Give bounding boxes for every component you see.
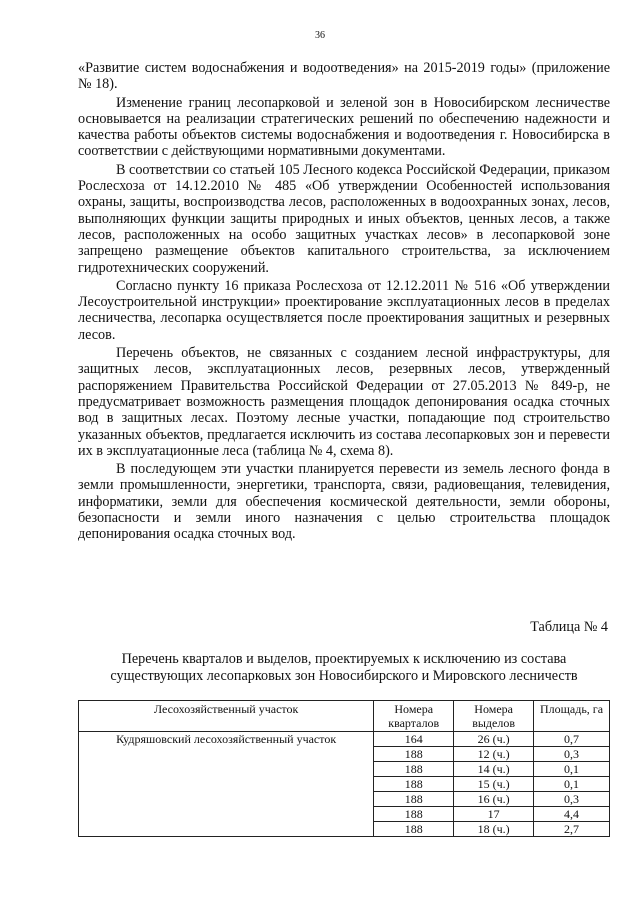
- body-text: [78, 60, 610, 545]
- cell-area: 0,1: [534, 777, 610, 792]
- table-number: Таблица № 4: [530, 619, 608, 635]
- paragraph: В соответствии со статьей 105 Лесного кодекса Российской Федерации, приказом Рослесхоза от 14.12.2010 № 485 «Об утверждении Особенностей использования охраны, защиты, воспроизводства лесов, расположенных в водоохранных зонах, лесов, выполняющих функции защиты природных и иных объектов, ценных лесов, а также лесов, расположенных на особо защитных участках лесов» в лесопарковой зоне запрещено размещение объектов капитального строительства, за исключением гидротехнических сооружений.: [78, 161, 610, 276]
- table-header-row: [79, 701, 610, 732]
- cell-site-empty: [79, 747, 374, 762]
- table-caption-line-1: Перечень кварталов и выделов, проектируемых к исключению из состава: [121, 651, 567, 667]
- header-site: Лесохозяйственный участок: [79, 701, 374, 732]
- cell-quarter: 188: [374, 822, 454, 837]
- table-row: [79, 732, 610, 747]
- header-quarters: Номера кварталов: [374, 701, 454, 732]
- cell-site-empty: [79, 807, 374, 822]
- cell-site-empty: [79, 777, 374, 792]
- cell-quarter: 188: [374, 777, 454, 792]
- table-row: [79, 762, 610, 777]
- table-body: [79, 732, 610, 837]
- cell-site: Кудряшовский лесохозяйственный участок: [79, 732, 374, 747]
- table-caption-line-2: существующих лесопарковых зон Новосибирского и Мировского лесничеств: [110, 668, 578, 684]
- page-number: 36: [315, 30, 325, 41]
- paragraph: «Развитие систем водоснабжения и водоотведения» на 2015-2019 годы» (приложение № 18).: [78, 60, 610, 93]
- cell-area: 0,1: [534, 762, 610, 777]
- table-caption: [78, 651, 610, 685]
- excluded-quarters-table: [78, 700, 610, 837]
- table-row: [79, 792, 610, 807]
- paragraph: Перечень объектов, не связанных с созданием лесной инфраструктуры, для защитных лесов, эксплуатационных лесов, резервных лесов, утвержденный распоряжением Правительства Российской Федерации от 27.05.2013 № 849-р, не предусматривает возможность размещения площадок депонирования осадка сточных вод в защитных лесах. Поэтому лесные участки, попадающие под строительство указанных объектов, предлагается исключить из состава лесопарковых зон и перевести их в эксплуатационные леса (таблица № 4, схема 8).: [78, 345, 610, 459]
- cell-plot: 17: [454, 807, 534, 822]
- cell-plot: 26 (ч.): [454, 732, 534, 747]
- cell-plot: 16 (ч.): [454, 792, 534, 807]
- cell-quarter: 188: [374, 792, 454, 807]
- header-plots: Номера выделов: [454, 701, 534, 732]
- cell-site-empty: [79, 792, 374, 807]
- table-row: [79, 747, 610, 762]
- paragraph: Изменение границ лесопарковой и зеленой зон в Новосибирском лесничестве основывается на реализации стратегических решений по обеспечению надежности и качества работы объектов системы водоснабжения и водоотведения г. Новосибирска в соответствии с действующими нормативными документами.: [78, 94, 610, 160]
- cell-plot: 14 (ч.): [454, 762, 534, 777]
- cell-area: 0,3: [534, 792, 610, 807]
- paragraph: Согласно пункту 16 приказа Рослесхоза от 12.12.2011 № 516 «Об утверждении Лесоустроительной инструкции» проектирование эксплуатационных лесов в пределах лесничества, лесопарка осуществляется после проектирования защитных и резервных лесов.: [78, 277, 610, 343]
- table-row: [79, 777, 610, 792]
- table-row: [79, 822, 610, 837]
- table-row: [79, 807, 610, 822]
- header-area: Площадь, га: [534, 701, 610, 732]
- paragraph: В последующем эти участки планируется перевести из земель лесного фонда в земли промышленности, энергетики, транспорта, связи, радиовещания, телевидения, информатики, земли для обеспечения космической деятельности, земли обороны, безопасности и земли иного назначения с целью строительства площадок депонирования осадка сточных вод.: [78, 461, 610, 543]
- cell-area: 0,7: [534, 732, 610, 747]
- cell-quarter: 164: [374, 732, 454, 747]
- cell-area: 2,7: [534, 822, 610, 837]
- cell-site-empty: [79, 762, 374, 777]
- cell-quarter: 188: [374, 807, 454, 822]
- cell-area: 0,3: [534, 747, 610, 762]
- cell-quarter: 188: [374, 747, 454, 762]
- cell-area: 4,4: [534, 807, 610, 822]
- cell-quarter: 188: [374, 762, 454, 777]
- cell-plot: 18 (ч.): [454, 822, 534, 837]
- cell-plot: 12 (ч.): [454, 747, 534, 762]
- cell-plot: 15 (ч.): [454, 777, 534, 792]
- cell-site-empty: [79, 822, 374, 837]
